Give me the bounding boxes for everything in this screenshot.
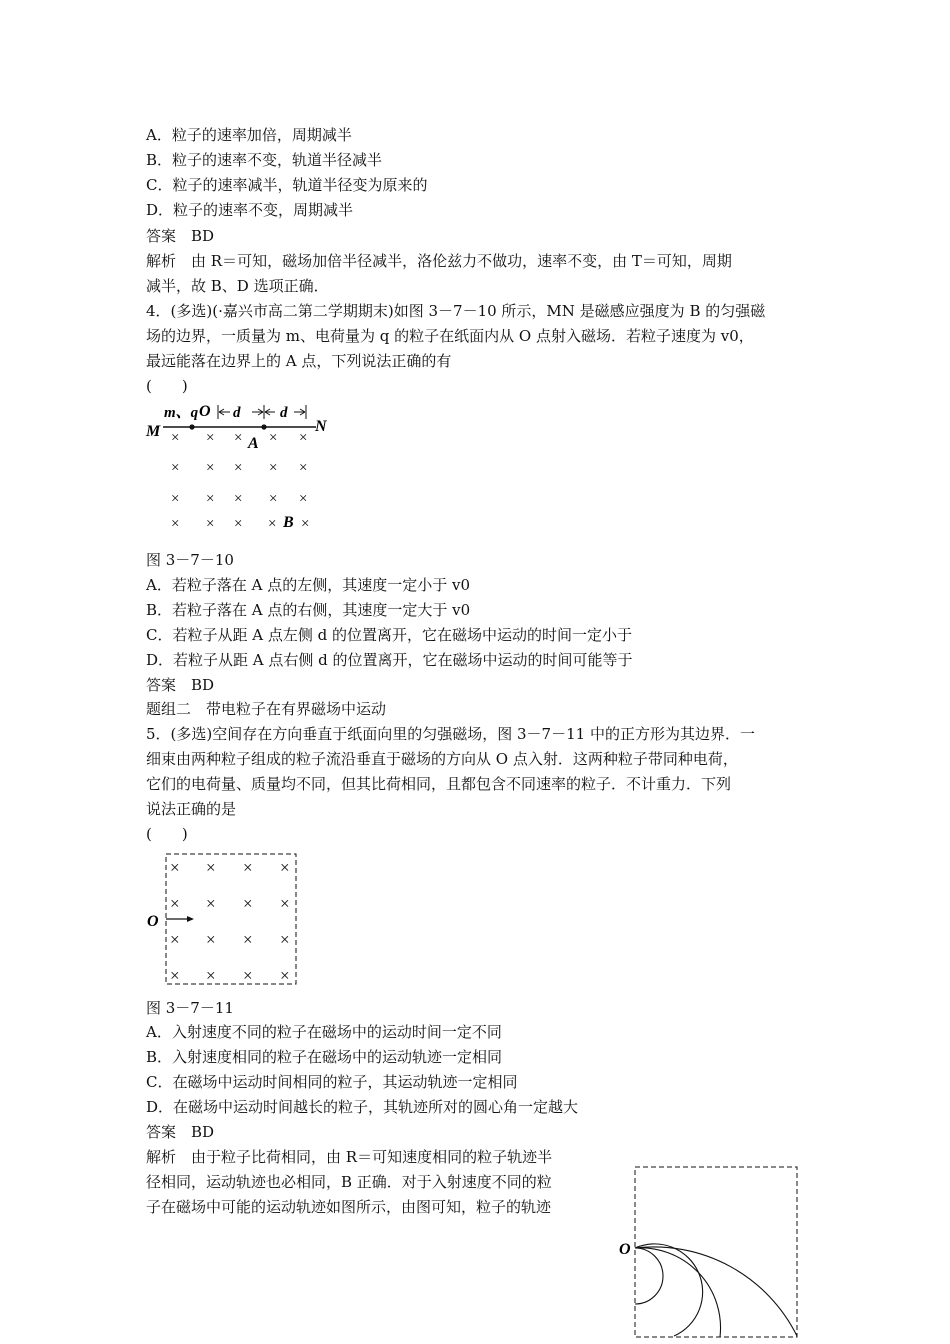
q4-stem-line-3: 最远能落在边界上的 A 点，下列说法正确的有 xyxy=(146,352,452,370)
field-cross: × xyxy=(243,966,253,985)
q5-figure-square-field xyxy=(144,848,304,990)
label-o: O xyxy=(199,403,211,420)
point-o xyxy=(189,424,194,429)
q3-option-c: C．粒子的速率减半，轨道半径变为原来的 xyxy=(146,176,428,194)
q4-option-b: B．若粒子落在 A 点的右侧，其速度一定大于 v0 xyxy=(146,601,471,619)
field-cross: × xyxy=(170,930,180,949)
q5-stem-line-3: 它们的电荷量、质量均不同，但其比荷相同，且都包含不同速率的粒子．不计重力．下列 xyxy=(146,775,732,793)
q5-analysis-line-3: 子在磁场中可能的运动轨迹如图所示，由图可知，粒子的轨迹 xyxy=(146,1198,552,1216)
field-cross: × xyxy=(206,930,216,949)
field-cross: × xyxy=(170,966,180,985)
q4-stem-line-2: 场的边界，一质量为 m、电荷量为 q 的粒子在纸面内从 O 点射入磁场．若粒子速度为 v0， xyxy=(146,327,754,345)
field-cross: × xyxy=(269,491,278,507)
group-2-heading: 题组二 带电粒子在有界磁场中运动 xyxy=(146,700,387,718)
q3-analysis-line-2: 减半，故 B、D 选项正确． xyxy=(146,277,329,295)
q5-answer-blank: ( ) xyxy=(146,825,188,843)
label-b: B xyxy=(283,514,294,531)
trajectory-small xyxy=(635,1248,663,1304)
q5-analysis-line-2: 径相同，运动轨迹也必相同，B 正确．对于入射速度不同的粒 xyxy=(146,1173,552,1191)
field-cross: × xyxy=(301,516,310,532)
field-cross: × xyxy=(171,430,180,446)
field-cross: × xyxy=(206,430,215,446)
field-cross: × xyxy=(299,491,308,507)
label-m-q: m、q xyxy=(164,405,199,421)
field-cross: × xyxy=(269,460,278,476)
field-cross: × xyxy=(170,858,180,877)
field-cross: × xyxy=(206,460,215,476)
dim-arrow-2-right xyxy=(294,409,305,415)
label-d-2: d xyxy=(280,405,288,421)
field-cross: × xyxy=(170,894,180,913)
label-n: N xyxy=(315,418,327,435)
field-cross: × xyxy=(206,966,216,985)
label-m: M xyxy=(146,423,161,440)
dim-arrow-1-left xyxy=(219,409,230,415)
q4-answer-blank: ( ) xyxy=(146,377,188,395)
label-o: O xyxy=(147,913,159,930)
q5-stem-line-2: 细束由两种粒子组成的粒子流沿垂直于磁场的方向从 O 点入射．这两种粒子带同种电荷， xyxy=(146,750,738,768)
label-d-1: d xyxy=(233,405,241,421)
field-cross: × xyxy=(243,858,253,877)
q5-stem-line-1: 5．(多选)空间存在方向垂直于纸面向里的匀强磁场，图 3－7－11 中的正方形为其边界．一 xyxy=(146,725,755,743)
q5-trajectory-figure xyxy=(614,1160,810,1344)
field-cross: × xyxy=(280,858,290,877)
q4-option-a: A．若粒子落在 A 点的左侧，其速度一定小于 v0 xyxy=(146,576,470,594)
field-cross: × xyxy=(299,430,308,446)
dim-arrow-2-left xyxy=(265,409,275,415)
field-cross: × xyxy=(243,930,253,949)
q3-option-a: A．粒子的速率加倍，周期减半 xyxy=(146,126,352,144)
q5-option-a: A．入射速度不同的粒子在磁场中的运动时间一定不同 xyxy=(146,1023,502,1041)
dim-arrow-1-right xyxy=(252,409,263,415)
label-a: A xyxy=(248,435,259,452)
q3-analysis-line-1: 解析 由 R＝可知，磁场加倍半径减半，洛伦兹力不做功，速率不变，由 T＝可知，周期 xyxy=(146,252,732,270)
field-cross: × xyxy=(234,516,243,532)
field-cross: × xyxy=(171,516,180,532)
field-cross: × xyxy=(234,430,243,446)
field-cross: × xyxy=(280,894,290,913)
q4-figure-caption: 图 3－7－10 xyxy=(146,551,234,569)
q5-figure-caption: 图 3－7－11 xyxy=(146,999,234,1017)
field-cross: × xyxy=(243,894,253,913)
square-boundary xyxy=(635,1167,797,1337)
trajectory-largest xyxy=(635,1247,797,1336)
q3-option-b: B．粒子的速率不变，轨道半径减半 xyxy=(146,151,383,169)
q4-stem-line-1: 4．(多选)(·嘉兴市高二第二学期期末)如图 3－7－10 所示，MN 是磁感应强度为 B 的匀强磁 xyxy=(146,302,766,320)
field-cross: × xyxy=(171,460,180,476)
field-cross: × xyxy=(280,930,290,949)
point-a xyxy=(261,424,266,429)
field-cross: × xyxy=(269,430,278,446)
q5-option-c: C．在磁场中运动时间相同的粒子，其运动轨迹一定相同 xyxy=(146,1073,518,1091)
q4-answer: 答案 BD xyxy=(146,676,215,694)
field-cross: × xyxy=(206,894,216,913)
q5-answer: 答案 BD xyxy=(146,1123,215,1141)
field-cross: × xyxy=(234,491,243,507)
q5-option-b: B．入射速度相同的粒子在磁场中的运动轨迹一定相同 xyxy=(146,1048,503,1066)
q4-option-c: C．若粒子从距 A 点左侧 d 的位置离开，它在磁场中运动的时间一定小于 xyxy=(146,626,632,644)
q5-stem-line-4: 说法正确的是 xyxy=(146,800,237,818)
field-cross: × xyxy=(171,491,180,507)
incident-arrow-head xyxy=(187,916,194,922)
field-cross: × xyxy=(206,491,215,507)
q4-figure-magnetic-field xyxy=(144,398,334,538)
q5-analysis-line-1: 解析 由于粒子比荷相同，由 R＝可知速度相同的粒子轨迹半 xyxy=(146,1148,553,1166)
field-cross: × xyxy=(268,516,277,532)
trajectory-large xyxy=(635,1248,721,1337)
q3-answer: 答案 BD xyxy=(146,227,215,245)
q3-option-d: D．粒子的速率不变，周期减半 xyxy=(146,201,354,219)
q5-option-d: D．在磁场中运动时间越长的粒子，其轨迹所对的圆心角一定越大 xyxy=(146,1098,579,1116)
field-cross: × xyxy=(234,460,243,476)
field-cross: × xyxy=(299,460,308,476)
trajectory-medium xyxy=(635,1244,703,1336)
label-o: O xyxy=(619,1241,631,1258)
q4-option-d: D．若粒子从距 A 点右侧 d 的位置离开，它在磁场中运动的时间可能等于 xyxy=(146,651,633,669)
field-cross: × xyxy=(280,966,290,985)
field-cross: × xyxy=(206,858,216,877)
field-cross: × xyxy=(206,516,215,532)
